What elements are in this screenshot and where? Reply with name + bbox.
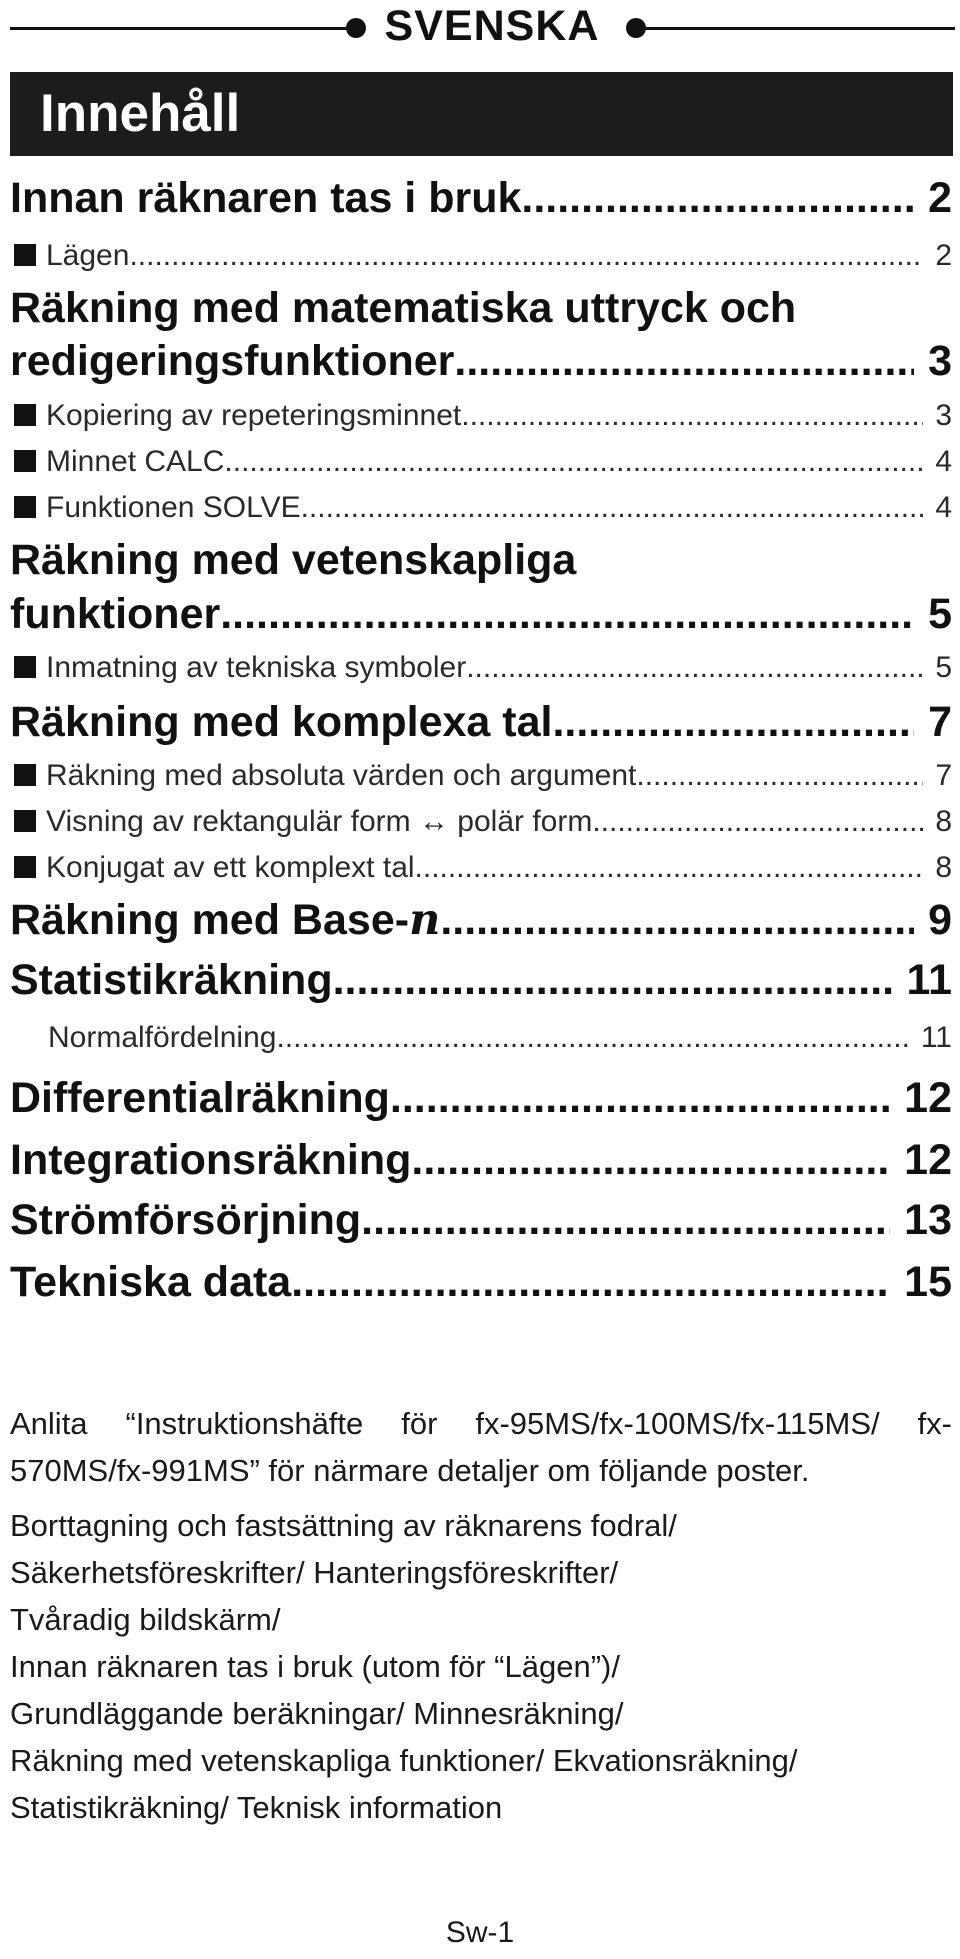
toc-entry[interactable]	[10, 1256, 952, 1308]
toc-entry-label: Innan räknaren tas i bruk	[10, 174, 522, 222]
toc-subentry-label: Räkning med absoluta värden och argument	[46, 759, 637, 792]
toc-subentry-label: Visning av rektangulär form ↔ polär form	[46, 805, 593, 838]
toc-page-number: 7	[928, 698, 952, 746]
leader-dots	[521, 172, 914, 224]
page-title: Innehåll	[40, 84, 241, 143]
square-bullet-icon	[14, 764, 36, 786]
toc-page-number: 12	[904, 1136, 952, 1184]
toc-page-number: 5	[928, 590, 952, 638]
toc-page-number: 3	[935, 399, 952, 432]
note-topic-line: Tvåradig bildskärm/	[10, 1602, 281, 1637]
square-bullet-icon	[14, 404, 36, 426]
toc-page-number: 4	[935, 445, 952, 478]
toc-entry-line[interactable]	[10, 282, 952, 334]
toc-entry-label: Räkning med matematiska uttryck och	[10, 284, 797, 332]
toc-subentry-label: Minnet CALC	[46, 445, 225, 478]
leader-dots	[276, 1018, 908, 1058]
toc-entry-label: Tekniska data	[10, 1258, 292, 1306]
leader-dots	[361, 1194, 890, 1246]
toc-subentry-label: Inmatning av tekniska symboler	[46, 651, 467, 684]
toc-page-number: 2	[928, 174, 952, 222]
toc-entry[interactable]	[10, 172, 952, 224]
toc-subentry[interactable]	[10, 488, 952, 528]
toc-entry[interactable]	[10, 1072, 952, 1124]
leader-dots	[466, 648, 923, 688]
note-topic-line: Innan räknaren tas i bruk (utom för “Lägen”)/	[10, 1649, 620, 1684]
toc-entry[interactable]	[10, 954, 952, 1006]
toc-entry-label: Räkning med Base-	[10, 896, 410, 944]
language-label: SVENSKA	[384, 2, 600, 50]
square-bullet-icon	[14, 496, 36, 518]
leader-dots	[592, 802, 923, 842]
toc-page-number: 8	[935, 805, 952, 838]
toc-page-number: 8	[935, 851, 952, 884]
note-lead-text: Anlita “Instruktionshäfte för fx-95MS/fx-100MS/fx-115MS/ fx-570MS/fx-991MS” för närmare detaljer om följande poster.	[10, 1406, 952, 1488]
leader-dots	[301, 488, 924, 528]
toc-entry-label: Integrationsräkning	[10, 1136, 412, 1184]
toc-entry-label: Differentialräkning	[10, 1074, 390, 1122]
square-bullet-icon	[14, 450, 36, 472]
square-bullet-icon	[14, 656, 36, 678]
note-topic-line: Borttagning och fastsättning av räknarens fodral/	[10, 1508, 677, 1543]
page-number: Sw-1	[445, 1916, 515, 1949]
toc-page-number: 7	[935, 759, 952, 792]
square-bullet-icon	[14, 244, 36, 266]
toc-page-number: 13	[904, 1196, 952, 1244]
leader-dots	[220, 588, 914, 640]
toc-entry-line[interactable]	[10, 534, 952, 586]
leader-dots	[224, 442, 923, 482]
toc-subentry-label: Konjugat av ett komplext tal	[46, 851, 415, 884]
note-topic-line: Grundläggande beräkningar/ Minnesräkning/	[10, 1696, 624, 1731]
toc-page-number: 2	[935, 239, 952, 272]
toc-page-number: 11	[906, 956, 952, 1004]
toc-entry[interactable]	[10, 696, 952, 748]
toc-subentry[interactable]	[10, 802, 952, 842]
toc-entry[interactable]	[10, 1134, 952, 1186]
language-header	[10, 4, 955, 48]
toc-subentry[interactable]	[10, 648, 952, 688]
note-topic-line: Räkning med vetenskapliga funktioner/ Ekvationsräkning/	[10, 1743, 798, 1778]
toc-entry-label: funktioner	[10, 590, 221, 638]
leader-dots	[415, 848, 924, 888]
toc-entry-label-n: n	[409, 895, 441, 945]
leader-dots	[454, 335, 914, 387]
toc-entry-label: Räkning med vetenskapliga	[10, 536, 577, 584]
toc-subentry[interactable]	[10, 442, 952, 482]
leader-dots	[291, 1256, 890, 1308]
square-bullet-icon	[14, 810, 36, 832]
leader-dots	[411, 1134, 890, 1186]
toc-entry[interactable]	[10, 588, 952, 640]
toc-subentry-label: Kopiering av repeteringsminnet	[46, 399, 462, 432]
leader-dots	[129, 236, 923, 276]
title-bar	[10, 72, 953, 156]
toc-page-number: 9	[928, 896, 952, 944]
reference-note	[10, 1400, 952, 1831]
header-rule-left	[10, 27, 354, 30]
toc-subentry-label: Funktionen SOLVE	[46, 491, 301, 524]
toc-page-number: 11	[920, 1021, 952, 1054]
toc-subentry[interactable]	[10, 848, 952, 888]
toc-subentry-label: Lägen	[46, 239, 130, 272]
toc-page-number: 15	[904, 1258, 952, 1306]
leader-dots	[333, 954, 893, 1006]
toc-subentry-label: Normalfördelning	[48, 1021, 277, 1054]
leader-dots	[440, 894, 914, 946]
note-topic-line: Statistikräkning/ Teknisk information	[10, 1790, 503, 1825]
toc-page-number: 3	[928, 337, 952, 385]
note-topic-list	[10, 1502, 952, 1831]
toc-page-number: 5	[935, 651, 952, 684]
toc-entry-label: Strömförsörjning	[10, 1196, 362, 1244]
square-bullet-icon	[14, 856, 36, 878]
toc-entry[interactable]	[10, 1194, 952, 1246]
toc-subentry[interactable]	[10, 1018, 952, 1058]
leader-dots	[390, 1072, 890, 1124]
header-rule-right	[642, 27, 955, 30]
toc-entry-label: Statistikräkning	[10, 956, 333, 1004]
toc-subentry[interactable]	[10, 396, 952, 436]
toc-entry-label: Räkning med komplexa tal	[10, 698, 553, 746]
toc-subentry[interactable]	[10, 756, 952, 796]
toc-page-number: 4	[935, 491, 952, 524]
leader-dots	[461, 396, 923, 436]
note-topic-line: Säkerhetsföreskrifter/ Hanteringsföreskrifter/	[10, 1555, 619, 1590]
leader-dots	[636, 756, 923, 796]
toc-entry-label: redigeringsfunktioner	[10, 337, 455, 385]
toc-subentry[interactable]	[10, 236, 952, 276]
toc-page-number: 12	[904, 1074, 952, 1122]
toc-entry[interactable]	[10, 894, 952, 946]
toc-entry[interactable]	[10, 335, 952, 387]
leader-dots	[552, 696, 914, 748]
